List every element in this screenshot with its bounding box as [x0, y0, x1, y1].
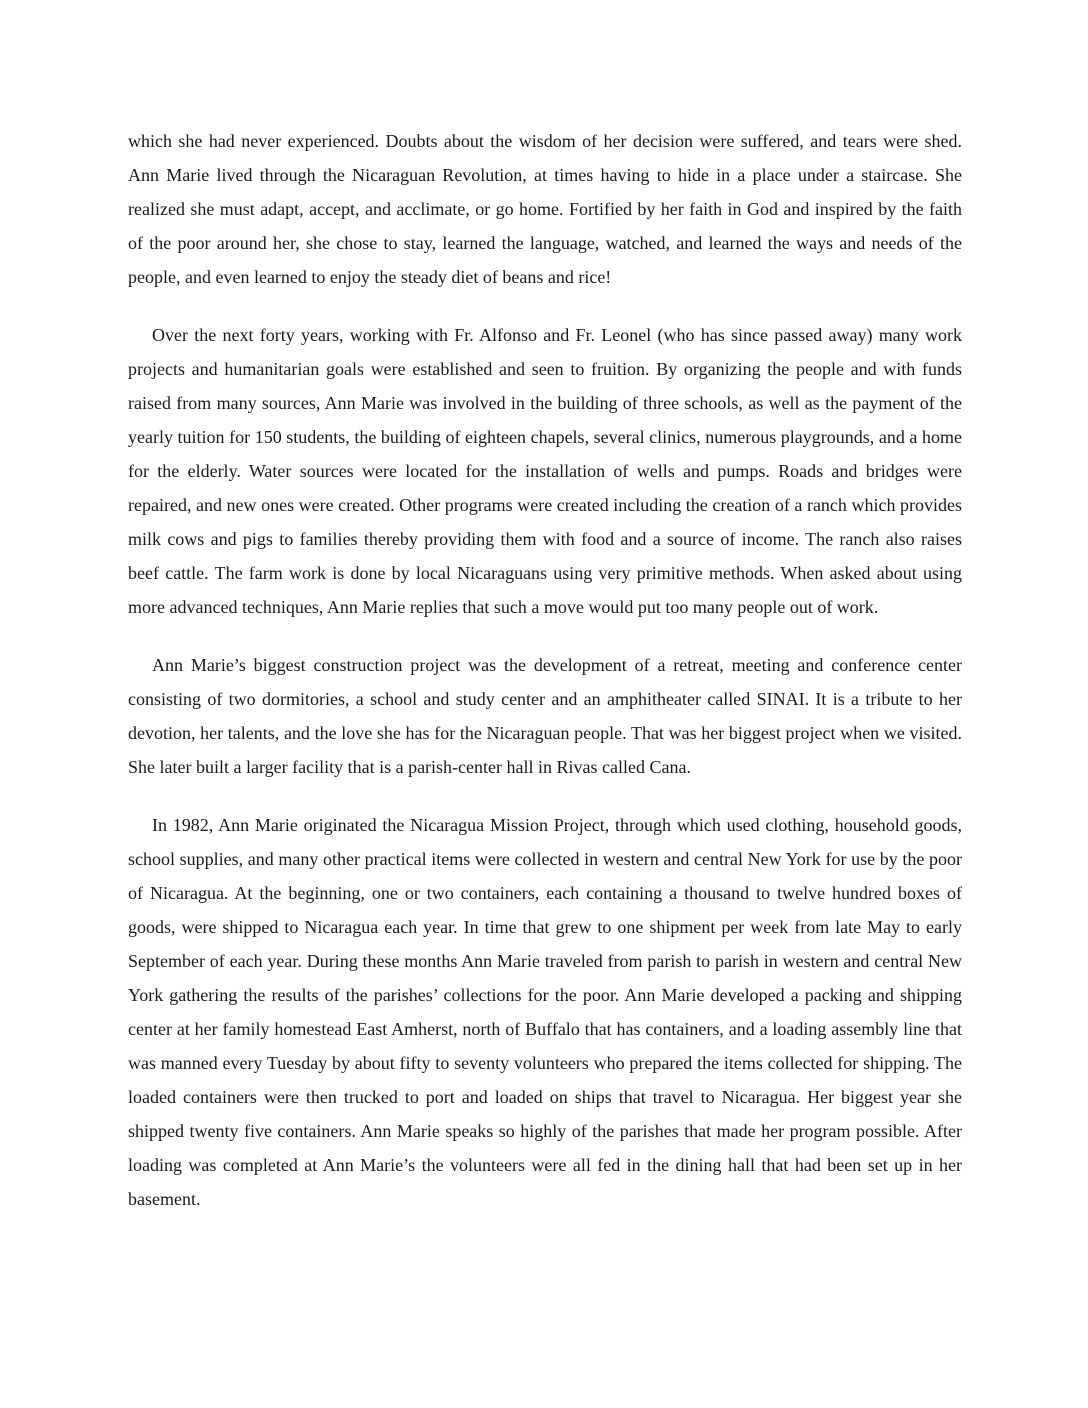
paragraph-continuation: which she had never experienced. Doubts about the wisdom of her decision were suffered, and tears were shed. Ann Marie lived through the Nicaraguan Revolution, at times having to hide in a place under a staircase. She realized she must adapt, accept, and acclimate, or go home. Fortified by her faith in God and inspired by the faith of the poor around her, she chose to stay, learned the language, watched, and learned the ways and needs of the people, and even learned to enjoy the steady diet of beans and rice! [128, 131, 962, 287]
paragraph-construction-project: Ann Marie’s biggest construction project was the development of a retreat, meeting and conference center consisting of two dormitories, a school and study center and an amphitheater called SINAI. It is a tribute to her devotion, her talents, and the love she has for the Nicaraguan people. That was her biggest project when we visited. She later built a larger facility that is a parish-center hall in Rivas called Cana. [128, 655, 962, 777]
paragraph-forty-years: Over the next forty years, working with Fr. Alfonso and Fr. Leonel (who has since passed away) many work projects and humanitarian goals were established and seen to fruition. By organizing the people and with funds raised from many sources, Ann Marie was involved in the building of three schools, as well as the payment of the yearly tuition for 150 students, the building of eighteen chapels, several clinics, numerous playgrounds, and a home for the elderly. Water sources were located for the installation of wells and pumps. Roads and bridges were repaired, and new ones were created. Other programs were created including the creation of a ranch which provides milk cows and pigs to families thereby providing them with food and a source of income. The ranch also raises beef cattle. The farm work is done by local Nicaraguans using very primitive methods. When asked about using more advanced techniques, Ann Marie replies that such a move would put too many people out of work. [128, 325, 962, 617]
document-page [128, 124, 962, 1240]
paragraph-mission-project: In 1982, Ann Marie originated the Nicaragua Mission Project, through which used clothing, household goods, school supplies, and many other practical items were collected in western and central New York for use by the poor of Nicaragua. At the beginning, one or two containers, each containing a thousand to twelve hundred boxes of goods, were shipped to Nicaragua each year. In time that grew to one shipment per week from late May to early September of each year. During these months Ann Marie traveled from parish to parish in western and central New York gathering the results of the parishes’ collections for the poor. Ann Marie developed a packing and shipping center at her family homestead East Amherst, north of Buffalo that has containers, and a loading assembly line that was manned every Tuesday by about fifty to seventy volunteers who prepared the items collected for shipping. The loaded containers were then trucked to port and loaded on ships that travel to Nicaragua. Her biggest year she shipped twenty five containers. Ann Marie speaks so highly of the parishes that made her program possible. After loading was completed at Ann Marie’s the volunteers were all fed in the dining hall that had been set up in her basement. [128, 815, 962, 1209]
